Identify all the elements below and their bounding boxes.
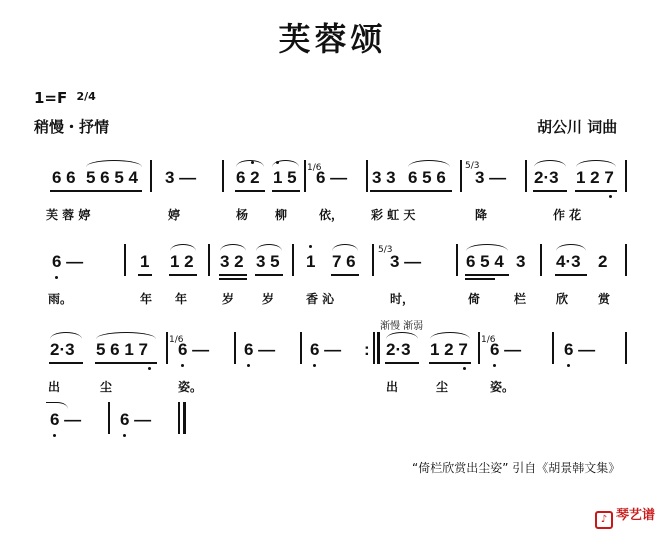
lyric: 岁 bbox=[262, 292, 275, 306]
note-group: 2 bbox=[598, 252, 608, 271]
note-group: 3 2 bbox=[220, 252, 244, 271]
lyric: 芙 蓉 婷 bbox=[46, 208, 91, 222]
lyric: 赏 bbox=[598, 292, 611, 306]
lyric: 柳 bbox=[275, 208, 288, 222]
note-group: 3 3 bbox=[372, 168, 396, 187]
lyric: 栏 bbox=[514, 292, 527, 306]
note-group: 6 — bbox=[120, 410, 152, 429]
note-group: 6 — bbox=[244, 340, 276, 359]
note-group: 6 5 6 bbox=[408, 168, 446, 187]
lyric: 婷 bbox=[168, 208, 181, 222]
lyric: 尘 bbox=[100, 380, 113, 394]
credits: 胡公川 词曲 bbox=[537, 118, 618, 136]
note-group: 6 5 4 bbox=[466, 252, 504, 271]
lyric: 出 bbox=[386, 380, 399, 394]
lyric: 降 bbox=[475, 208, 488, 222]
key-signature bbox=[34, 89, 96, 107]
note-group: 1 5 bbox=[273, 168, 297, 187]
note-group: 6 — bbox=[316, 168, 348, 187]
expression-mark: 渐慢 渐弱 bbox=[380, 321, 424, 332]
note-group: 1 2 7 bbox=[430, 340, 468, 359]
logo-text: 琴艺谱 bbox=[615, 508, 655, 523]
note-group: 3 — bbox=[475, 168, 507, 187]
lyric: 出 bbox=[48, 380, 61, 394]
note-group: 2·3 bbox=[386, 340, 411, 359]
note-group: 3 — bbox=[165, 168, 197, 187]
note-group: 6 — bbox=[50, 410, 82, 429]
note-group: 7 6 bbox=[332, 252, 356, 271]
key-label: 1=F bbox=[34, 89, 68, 107]
lyric: 年 bbox=[175, 292, 188, 306]
note-group: 5 6 1 7 bbox=[96, 340, 148, 359]
source-note: “倚栏欣赏出尘姿” 引自《胡景韩文集》 bbox=[412, 461, 621, 475]
note-group: 1 bbox=[306, 252, 316, 271]
lyric: 年 bbox=[140, 292, 153, 306]
note-group: 6 — bbox=[52, 252, 84, 271]
note-group: 3 — bbox=[390, 252, 422, 271]
note-group: 2·3 bbox=[50, 340, 75, 359]
lyric: 倚 bbox=[468, 292, 481, 306]
song-title: 芙蓉颂 bbox=[278, 20, 387, 58]
note-group: 2·3 bbox=[534, 168, 559, 187]
lyric: 杨 bbox=[236, 208, 249, 222]
lyric: 姿。 bbox=[178, 380, 203, 394]
lyric: 雨。 bbox=[48, 292, 73, 306]
note-group: 3 5 bbox=[256, 252, 280, 271]
note-group: 1 2 bbox=[170, 252, 194, 271]
note-group: 5 6 5 4 bbox=[86, 168, 138, 187]
time-signature: 2/4 bbox=[76, 90, 96, 103]
note-group: 6 — bbox=[490, 340, 522, 359]
lyric: 依， bbox=[319, 208, 344, 222]
note-group: 6 — bbox=[178, 340, 210, 359]
lyric: 尘 bbox=[436, 380, 449, 394]
note-group: 6 2 bbox=[236, 168, 260, 187]
lyric: 作 花 bbox=[553, 208, 582, 222]
note-group: 1 2 7 bbox=[576, 168, 614, 187]
lyric: 姿。 bbox=[490, 380, 515, 394]
lyric: 香 沁 bbox=[306, 292, 335, 306]
logo-icon: ♪ bbox=[595, 511, 613, 529]
note-group: 1 bbox=[140, 252, 150, 271]
site-logo[interactable] bbox=[595, 504, 655, 529]
note-group: 6 — bbox=[564, 340, 596, 359]
lyric: 时， bbox=[390, 292, 415, 306]
note-group: 3 bbox=[516, 252, 526, 271]
note-group: 6 6 bbox=[52, 168, 76, 187]
note-group: 6 — bbox=[310, 340, 342, 359]
lyric: 彩 虹 天 bbox=[371, 208, 416, 222]
lyric: 岁 bbox=[222, 292, 235, 306]
note-group: 4·3 bbox=[556, 252, 581, 271]
tempo-mood: 稍慢・抒情 bbox=[34, 118, 110, 136]
lyric: 欣 bbox=[556, 292, 569, 306]
